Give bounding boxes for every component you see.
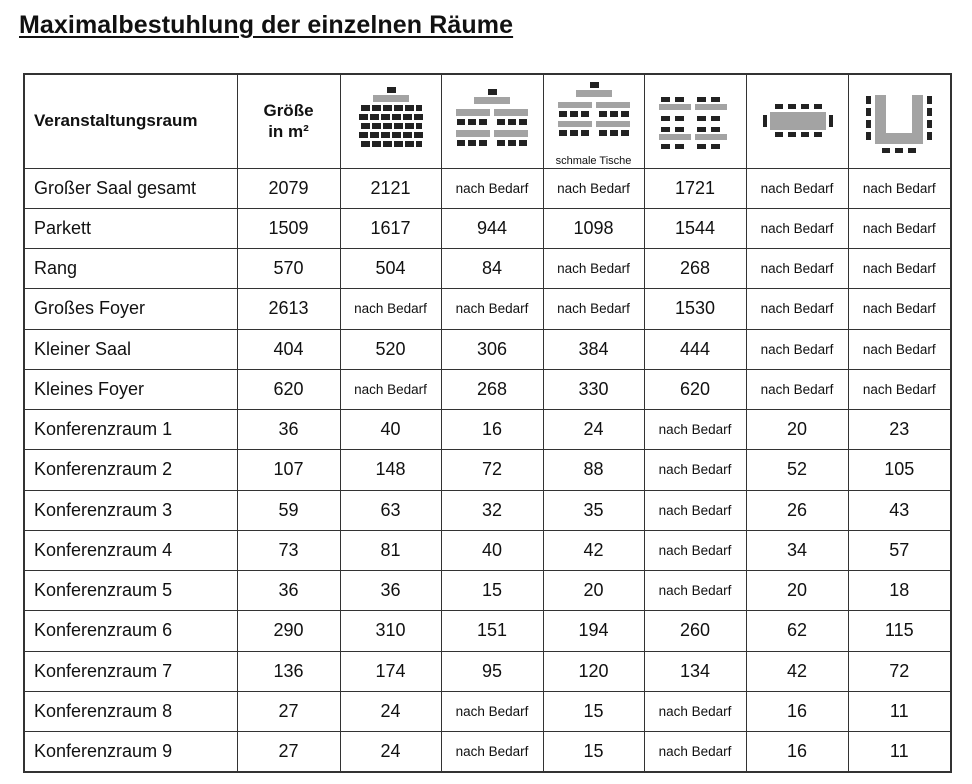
capacity-cell: nach Bedarf xyxy=(848,249,951,289)
table-row xyxy=(24,249,951,289)
capacity-cell: 306 xyxy=(441,329,543,369)
capacity-cell: 26 xyxy=(746,490,848,530)
size-cell: 404 xyxy=(237,329,340,369)
capacity-cell: nach Bedarf xyxy=(441,289,543,329)
seating-capacity-table xyxy=(23,73,952,773)
capacity-cell: 268 xyxy=(644,249,746,289)
column-header-u-shape xyxy=(848,74,951,168)
room-name-cell: Konferenzraum 6 xyxy=(24,611,237,651)
parliament-narrow-tables-icon xyxy=(552,74,636,154)
capacity-cell: 40 xyxy=(441,530,543,570)
capacity-cell: 95 xyxy=(441,651,543,691)
size-cell: 1509 xyxy=(237,208,340,248)
capacity-cell: 34 xyxy=(746,530,848,570)
room-name-cell: Kleiner Saal xyxy=(24,329,237,369)
capacity-cell: 15 xyxy=(441,571,543,611)
capacity-cell: 35 xyxy=(543,490,644,530)
theater-seating-icon xyxy=(355,81,427,161)
capacity-cell: 62 xyxy=(746,611,848,651)
capacity-cell: 43 xyxy=(848,490,951,530)
capacity-cell: nach Bedarf xyxy=(644,691,746,731)
capacity-cell: 24 xyxy=(340,732,441,772)
capacity-cell: 504 xyxy=(340,249,441,289)
room-name-cell: Konferenzraum 2 xyxy=(24,450,237,490)
capacity-cell: 57 xyxy=(848,530,951,570)
capacity-cell: nach Bedarf xyxy=(746,208,848,248)
capacity-cell: 151 xyxy=(441,611,543,651)
capacity-cell: nach Bedarf xyxy=(644,530,746,570)
block-table-icon xyxy=(755,81,839,161)
column-header-parliament-narrow xyxy=(543,74,644,168)
room-name-cell: Parkett xyxy=(24,208,237,248)
table-row xyxy=(24,691,951,731)
capacity-cell: 174 xyxy=(340,651,441,691)
table-row xyxy=(24,490,951,530)
table-row xyxy=(24,208,951,248)
capacity-cell: 11 xyxy=(848,691,951,731)
capacity-cell: 88 xyxy=(543,450,644,490)
column-header-parliament xyxy=(441,74,543,168)
capacity-cell: nach Bedarf xyxy=(848,168,951,208)
capacity-cell: 40 xyxy=(340,410,441,450)
capacity-cell: 268 xyxy=(441,369,543,409)
room-name-cell: Großes Foyer xyxy=(24,289,237,329)
size-cell: 36 xyxy=(237,571,340,611)
capacity-cell: 1098 xyxy=(543,208,644,248)
room-name-cell: Konferenzraum 4 xyxy=(24,530,237,570)
size-cell: 107 xyxy=(237,450,340,490)
capacity-cell: 42 xyxy=(746,651,848,691)
room-name-cell: Konferenzraum 9 xyxy=(24,732,237,772)
capacity-cell: 15 xyxy=(543,691,644,731)
capacity-cell: 148 xyxy=(340,450,441,490)
capacity-cell: 11 xyxy=(848,732,951,772)
size-cell: 27 xyxy=(237,691,340,731)
column-header-size xyxy=(237,74,340,168)
capacity-cell: 520 xyxy=(340,329,441,369)
room-name-cell: Rang xyxy=(24,249,237,289)
capacity-cell: nach Bedarf xyxy=(543,168,644,208)
capacity-cell: 384 xyxy=(543,329,644,369)
header-row xyxy=(24,74,951,168)
room-name-cell: Großer Saal gesamt xyxy=(24,168,237,208)
size-cell: 2613 xyxy=(237,289,340,329)
room-name-cell: Konferenzraum 8 xyxy=(24,691,237,731)
capacity-cell: 1617 xyxy=(340,208,441,248)
capacity-cell: nach Bedarf xyxy=(441,691,543,731)
size-cell: 27 xyxy=(237,732,340,772)
capacity-cell: 16 xyxy=(746,732,848,772)
capacity-cell: 1721 xyxy=(644,168,746,208)
table-row xyxy=(24,369,951,409)
capacity-cell: nach Bedarf xyxy=(746,289,848,329)
capacity-cell: 72 xyxy=(441,450,543,490)
size-cell: 620 xyxy=(237,369,340,409)
capacity-cell: nach Bedarf xyxy=(746,369,848,409)
parliament-seating-icon xyxy=(450,81,534,161)
capacity-cell: 310 xyxy=(340,611,441,651)
capacity-cell: 63 xyxy=(340,490,441,530)
column-header-block-table xyxy=(746,74,848,168)
room-name-cell: Konferenzraum 5 xyxy=(24,571,237,611)
capacity-cell: nach Bedarf xyxy=(441,168,543,208)
capacity-cell: 16 xyxy=(441,410,543,450)
page-title: Maximalbestuhlung der einzelnen Räume xyxy=(19,11,514,39)
capacity-cell: 20 xyxy=(543,571,644,611)
capacity-cell: 620 xyxy=(644,369,746,409)
table-row xyxy=(24,450,951,490)
capacity-cell: nach Bedarf xyxy=(644,410,746,450)
size-cell: 570 xyxy=(237,249,340,289)
size-cell: 73 xyxy=(237,530,340,570)
table-row xyxy=(24,289,951,329)
table-body xyxy=(24,168,951,772)
capacity-cell: nach Bedarf xyxy=(746,249,848,289)
capacity-cell: nach Bedarf xyxy=(543,289,644,329)
capacity-cell: 42 xyxy=(543,530,644,570)
capacity-cell: 944 xyxy=(441,208,543,248)
capacity-cell: 260 xyxy=(644,611,746,651)
capacity-cell: 24 xyxy=(340,691,441,731)
capacity-cell: nach Bedarf xyxy=(340,289,441,329)
table-row xyxy=(24,571,951,611)
capacity-cell: 36 xyxy=(340,571,441,611)
capacity-cell: nach Bedarf xyxy=(848,369,951,409)
capacity-cell: 120 xyxy=(543,651,644,691)
table-row xyxy=(24,530,951,570)
capacity-cell: nach Bedarf xyxy=(746,168,848,208)
size-cell: 36 xyxy=(237,410,340,450)
column-header-theater xyxy=(340,74,441,168)
capacity-cell: 24 xyxy=(543,410,644,450)
capacity-cell: nach Bedarf xyxy=(644,450,746,490)
size-cell: 290 xyxy=(237,611,340,651)
room-name-cell: Konferenzraum 7 xyxy=(24,651,237,691)
capacity-cell: 16 xyxy=(746,691,848,731)
capacity-cell: nach Bedarf xyxy=(644,490,746,530)
capacity-cell: 134 xyxy=(644,651,746,691)
capacity-cell: 2121 xyxy=(340,168,441,208)
capacity-cell: 15 xyxy=(543,732,644,772)
narrow-tables-note: schmale Tische xyxy=(555,154,632,167)
capacity-cell: 1544 xyxy=(644,208,746,248)
size-cell: 136 xyxy=(237,651,340,691)
capacity-cell: 194 xyxy=(543,611,644,651)
table-row xyxy=(24,651,951,691)
table-row xyxy=(24,329,951,369)
table-row xyxy=(24,611,951,651)
room-name-cell: Kleines Foyer xyxy=(24,369,237,409)
classroom-seating-icon xyxy=(653,81,737,161)
room-name-cell: Konferenzraum 3 xyxy=(24,490,237,530)
capacity-cell: 115 xyxy=(848,611,951,651)
capacity-cell: 1530 xyxy=(644,289,746,329)
capacity-cell: 23 xyxy=(848,410,951,450)
size-cell: 2079 xyxy=(237,168,340,208)
capacity-cell: nach Bedarf xyxy=(644,571,746,611)
capacity-cell: nach Bedarf xyxy=(848,289,951,329)
table-row xyxy=(24,410,951,450)
capacity-cell: 105 xyxy=(848,450,951,490)
u-shape-table-icon xyxy=(857,81,941,161)
table-row xyxy=(24,732,951,772)
size-label-line2: in m² xyxy=(268,122,309,142)
capacity-cell: 32 xyxy=(441,490,543,530)
room-name-cell: Konferenzraum 1 xyxy=(24,410,237,450)
capacity-cell: nach Bedarf xyxy=(543,249,644,289)
capacity-cell: nach Bedarf xyxy=(848,208,951,248)
capacity-cell: 81 xyxy=(340,530,441,570)
size-label-line1: Größe xyxy=(263,101,314,121)
capacity-cell: 18 xyxy=(848,571,951,611)
capacity-cell: 444 xyxy=(644,329,746,369)
column-header-classroom xyxy=(644,74,746,168)
capacity-cell: 84 xyxy=(441,249,543,289)
capacity-cell: 52 xyxy=(746,450,848,490)
capacity-cell: 20 xyxy=(746,410,848,450)
column-header-room: Veranstaltungsraum xyxy=(24,74,237,168)
capacity-cell: nach Bedarf xyxy=(848,329,951,369)
capacity-cell: nach Bedarf xyxy=(746,329,848,369)
capacity-cell: nach Bedarf xyxy=(441,732,543,772)
table-row xyxy=(24,168,951,208)
capacity-cell: 72 xyxy=(848,651,951,691)
capacity-cell: 20 xyxy=(746,571,848,611)
capacity-cell: nach Bedarf xyxy=(644,732,746,772)
size-cell: 59 xyxy=(237,490,340,530)
capacity-cell: nach Bedarf xyxy=(340,369,441,409)
capacity-cell: 330 xyxy=(543,369,644,409)
